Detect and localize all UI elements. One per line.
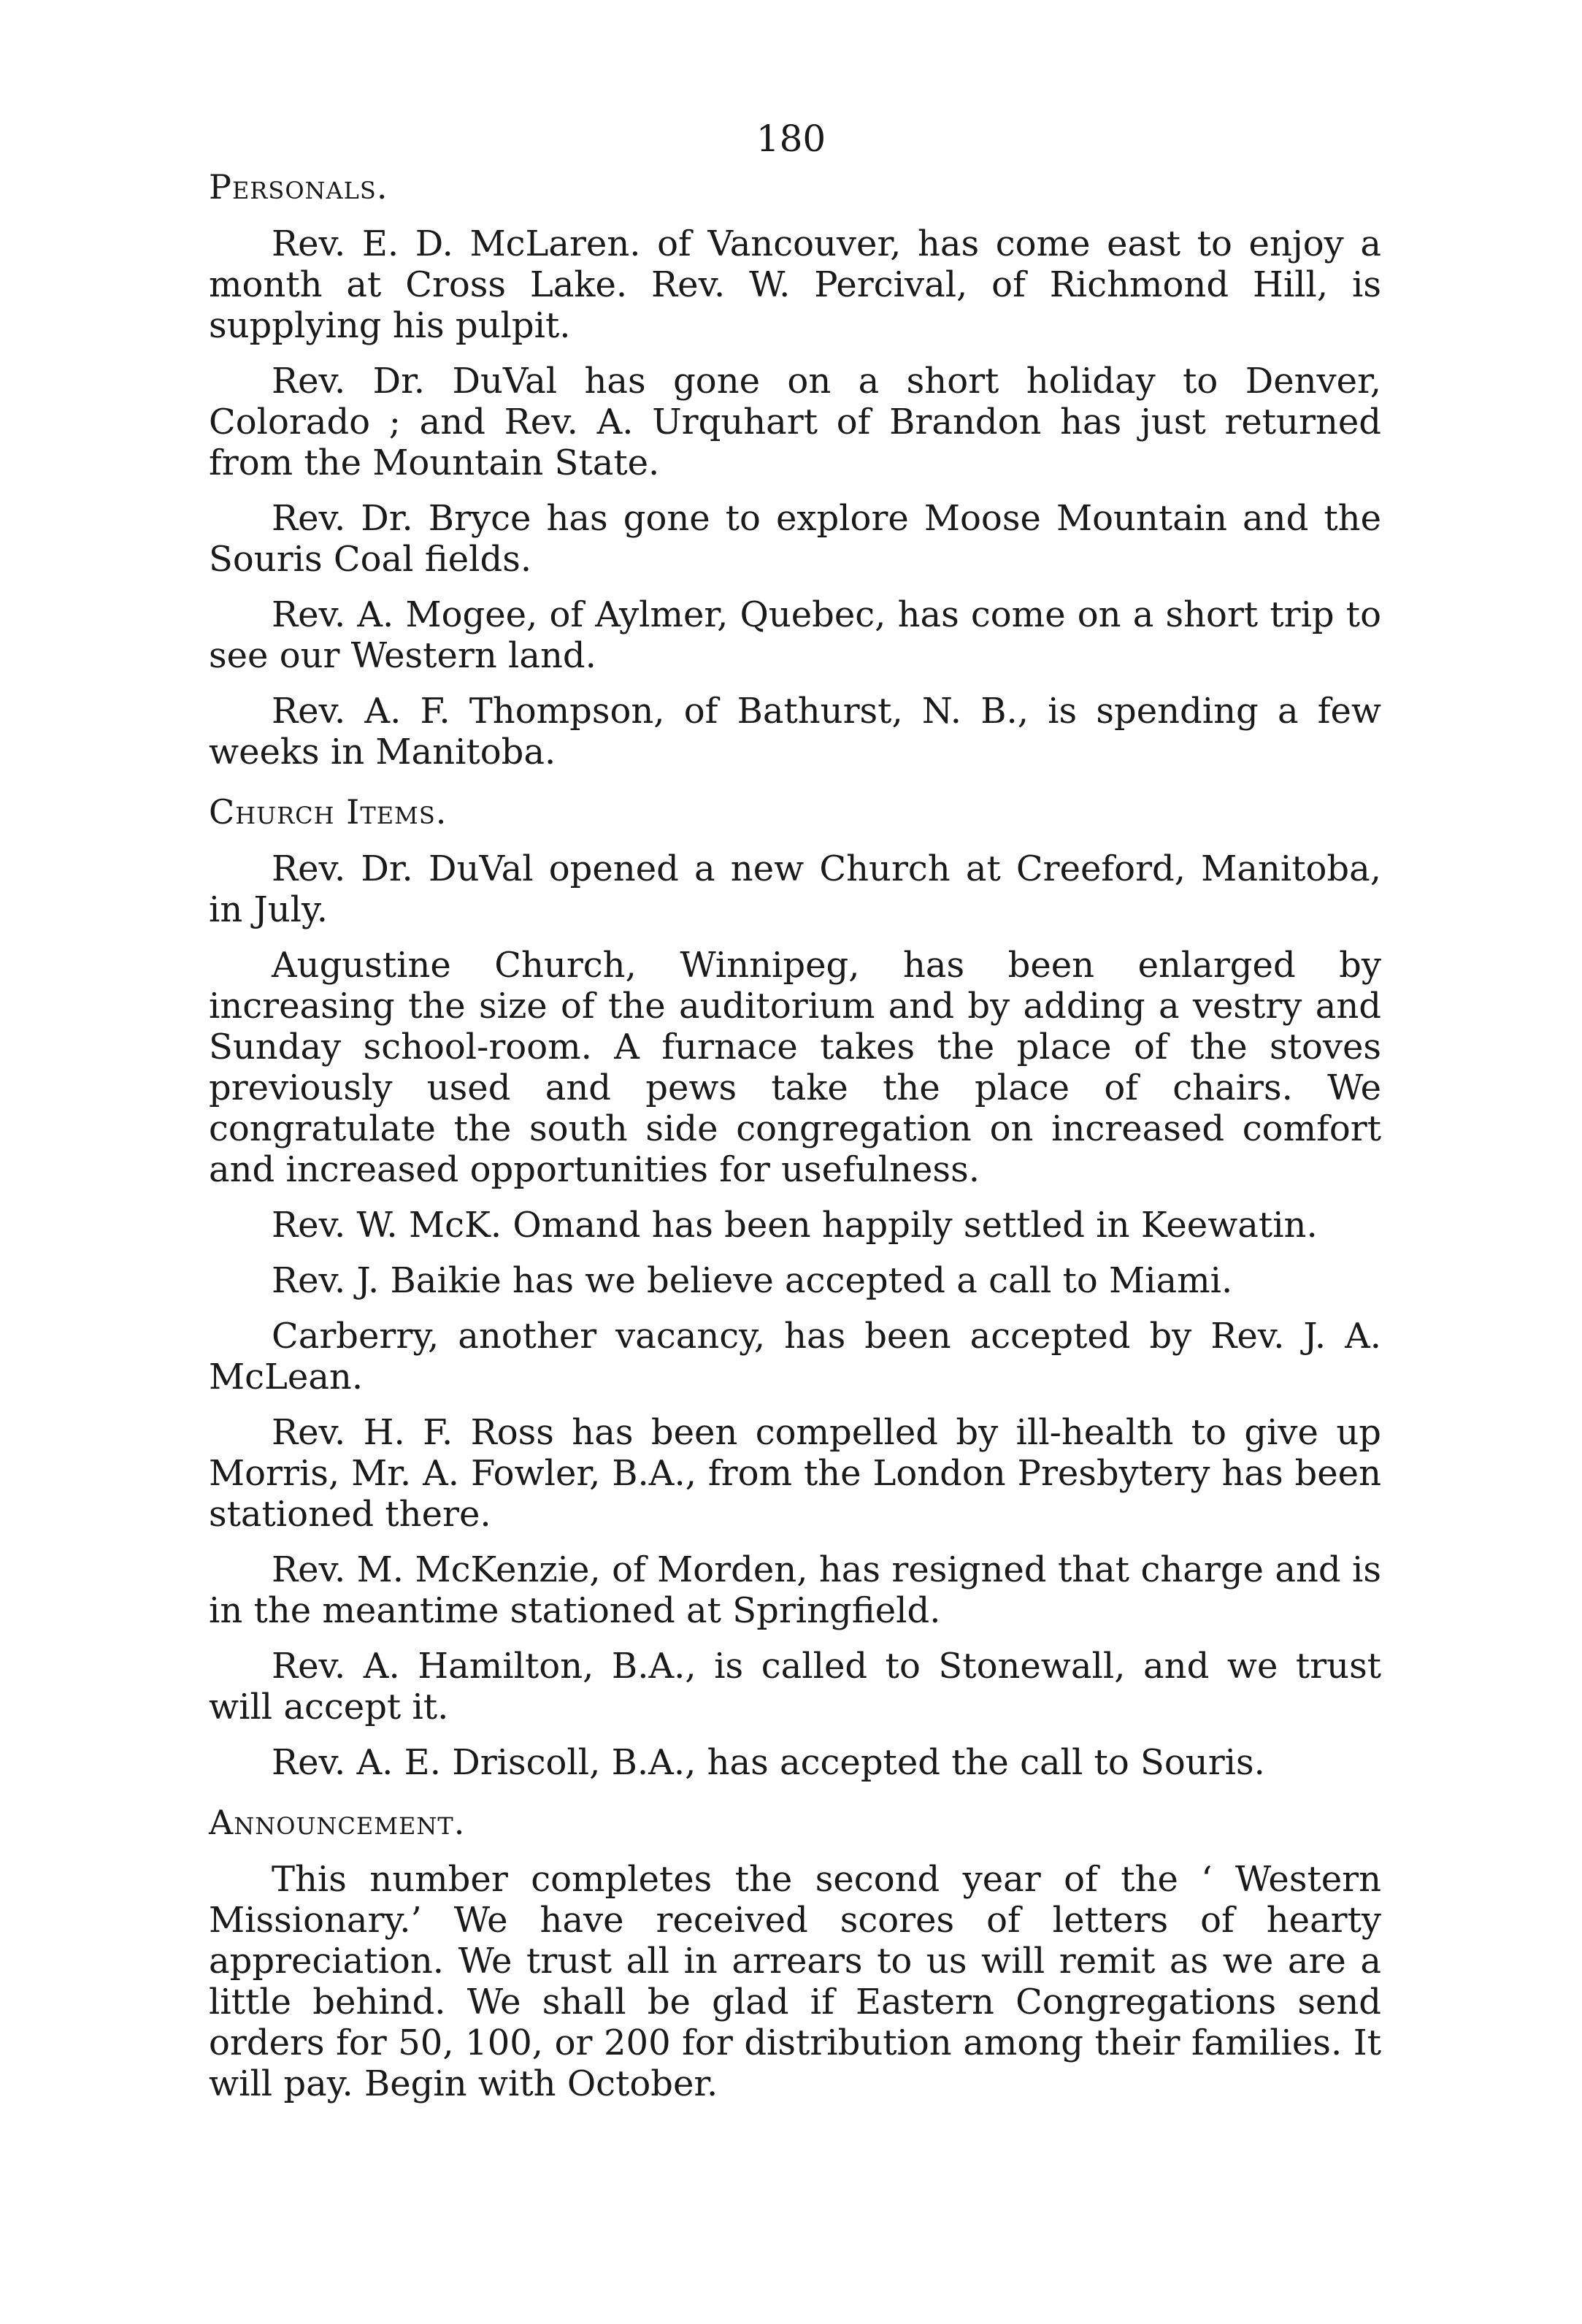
section-heading-announcement: Announcement. bbox=[209, 1803, 466, 1842]
paragraph: This number completes the second year of the ‘ Western Missionary.’ We have received scores of letters of hearty appreciation. We trust all in arrears to us will remit as we are a little behind. We shall be glad if Eastern Congregations send orders for 50, 100, or 200 for distribution among their families. It will pay. Begin with October. bbox=[209, 1859, 1381, 2104]
paragraph: Augustine Church, Winnipeg, has been enlarged by increasing the size of the auditorium and by adding a vestry and Sunday school-room. A furnace takes the place of the stoves previously used and pews take the place of chairs. We congratulate the south side congregation on increased comfort and increased opportunities for usefulness. bbox=[209, 945, 1381, 1190]
paragraph: Rev. E. D. McLaren. of Vancouver, has come east to enjoy a month at Cross Lake. Rev. W. Percival, of Richmond Hill, is supplying his pulpit. bbox=[209, 223, 1381, 346]
paragraph: Rev. M. McKenzie, of Morden, has resigned that charge and is in the meantime stationed at Springfield. bbox=[209, 1549, 1381, 1631]
paragraph: Rev. W. McK. Omand has been happily settled in Keewatin. bbox=[272, 1205, 1318, 1246]
section-heading-personals: Personals. bbox=[209, 167, 388, 207]
paragraph: Rev. A. Mogee, of Aylmer, Quebec, has come on a short trip to see our Western land. bbox=[209, 594, 1381, 676]
paragraph: Rev. H. F. Ross has been compelled by ill-health to give up Morris, Mr. A. Fowler, B.A., from the London Presbytery has been stationed there. bbox=[209, 1412, 1381, 1535]
page-content bbox=[209, 166, 1381, 2119]
paragraph: Carberry, another vacancy, has been accepted by Rev. J. A. McLean. bbox=[209, 1316, 1381, 1397]
section-heading-church-items: Church Items. bbox=[209, 792, 448, 832]
paragraph: Rev. A. Hamilton, B.A., is called to Stonewall, and we trust will accept it. bbox=[209, 1646, 1381, 1727]
paragraph: Rev. Dr. DuVal has gone on a short holiday to Denver, Colorado ; and Rev. A. Urquhart of Brandon has just returned from the Mountain State. bbox=[209, 361, 1381, 483]
page-number: 180 bbox=[756, 118, 826, 160]
paragraph: Rev. Dr. Bryce has gone to explore Moose Mountain and the Souris Coal fields. bbox=[209, 498, 1381, 580]
paragraph: Rev. A. E. Driscoll, B.A., has accepted the call to Souris. bbox=[272, 1742, 1265, 1783]
paragraph: Rev. A. F. Thompson, of Bathurst, N. B., is spending a few weeks in Manitoba. bbox=[209, 691, 1381, 772]
paragraph: Rev. Dr. DuVal opened a new Church at Creeford, Manitoba, in July. bbox=[209, 848, 1381, 930]
paragraph: Rev. J. Baikie has we believe accepted a call to Miami. bbox=[272, 1260, 1233, 1301]
